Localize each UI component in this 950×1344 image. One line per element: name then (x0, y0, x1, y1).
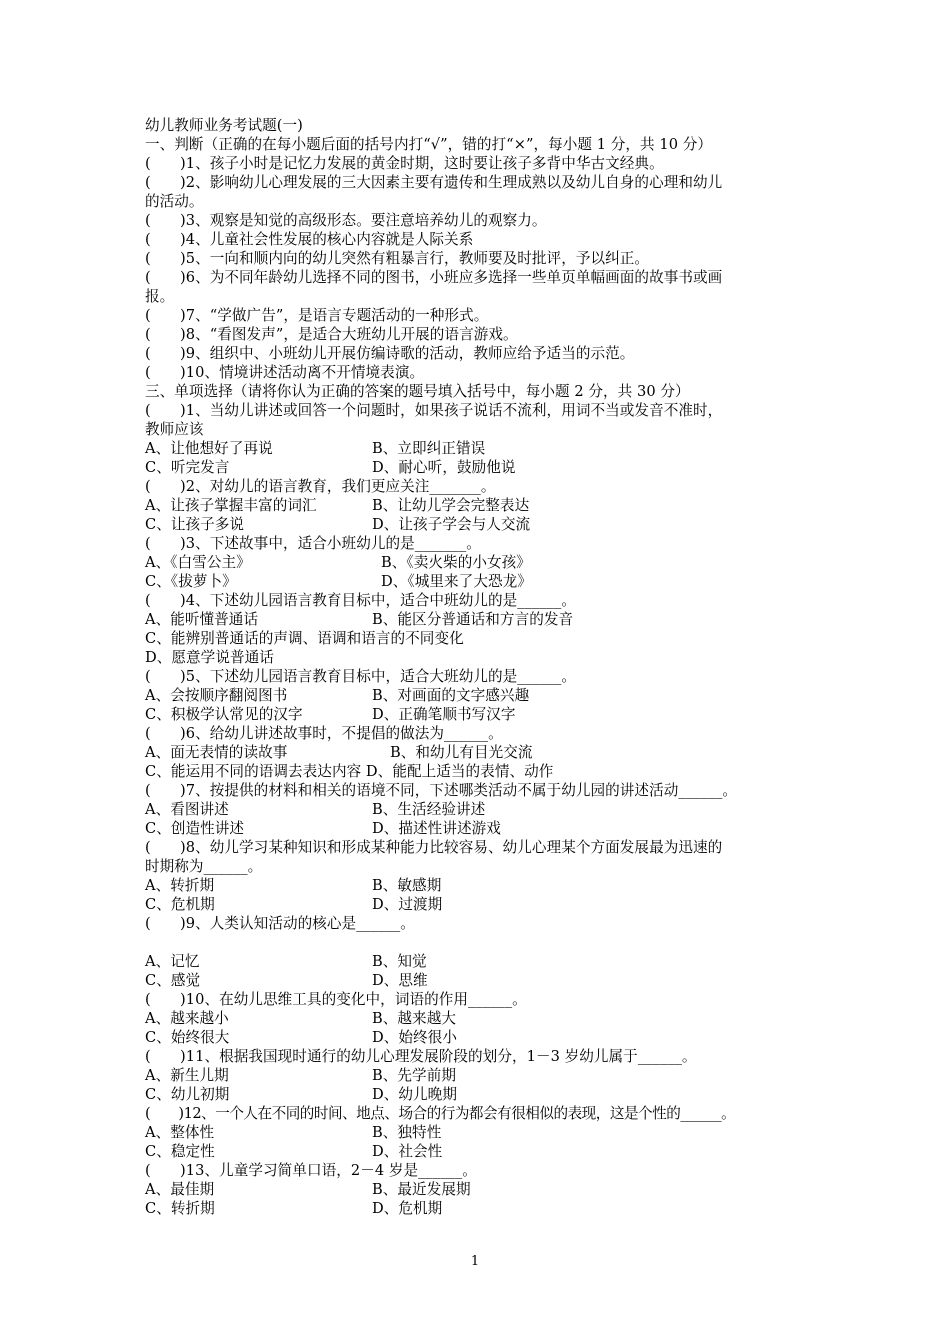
option-a: A、面无表情的读故事 (145, 744, 288, 761)
option-b: B、越来越大 (372, 1010, 456, 1027)
option-c: C、《拔萝卜》 (145, 573, 237, 590)
option-a: A、《白雪公主》 (145, 554, 251, 571)
option-b: B、《卖火柴的小女孩》 (381, 554, 531, 571)
option-d: D、描述性讲述游戏 (372, 820, 501, 837)
option-a: A、越来越小 (145, 1010, 229, 1027)
choice-q8-stem-line1: ( )8、幼儿学习某种知识和形成某种能力比较容易、幼儿心理某个方面发展最为迅速的 (145, 839, 723, 856)
choice-q11-stem: ( )11、根据我国现时通行的幼儿心理发展阶段的划分，1－3 岁幼儿属于______。 (145, 1048, 697, 1065)
choice-q9-options-ab (145, 952, 427, 971)
option-b: B、敏感期 (372, 877, 442, 894)
option-b: B、能区分普通话和方言的发音 (372, 611, 574, 628)
choice-q1-stem-line2: 教师应该 (145, 421, 204, 438)
choice-q8-options-ab (145, 876, 442, 895)
option-b: B、和幼儿有目光交流 (390, 744, 533, 761)
choice-q6-options-ab (145, 743, 533, 762)
option-d: D、社会性 (372, 1143, 443, 1160)
choice-q6-options-cd: C、能运用不同的语调去表达内容 D、能配上适当的表情、动作 (145, 763, 554, 780)
option-a: A、能听懂普通话 (145, 611, 259, 628)
judge-q5: ( )5、一向和顺内向的幼儿突然有粗暴言行，教师要及时批评，予以纠正。 (145, 250, 650, 267)
option-c: C、创造性讲述 (145, 820, 245, 837)
choice-q6-stem: ( )6、给幼儿讲述故事时，不提倡的做法为______。 (145, 725, 503, 742)
choice-q10-options-ab (145, 1009, 456, 1028)
option-b: B、生活经验讲述 (372, 801, 486, 818)
choice-q7-options-cd (145, 819, 501, 838)
page-number: 1 (470, 1254, 480, 1269)
option-b: B、先学前期 (372, 1067, 456, 1084)
choice-q2-options-ab (145, 496, 530, 515)
choice-q12-stem: ( )12、一个人在不同的时间、地点、场合的行为都会有很相似的表现，这是个性的______。 (145, 1105, 736, 1122)
option-a: A、最佳期 (145, 1181, 215, 1198)
choice-q4-options-ab (145, 610, 574, 629)
choice-q13-options-ab (145, 1180, 471, 1199)
choice-q2-stem: ( )2、对幼儿的语言教育，我们更应关注_______。 (145, 478, 496, 495)
option-c: C、积极学认常见的汉字 (145, 706, 303, 723)
option-c: C、让孩子多说 (145, 516, 245, 533)
option-d: D、《城里来了大恐龙》 (381, 573, 532, 590)
option-b: B、独特性 (372, 1124, 442, 1141)
option-b: B、知觉 (372, 953, 427, 970)
option-a: A、会按顺序翻阅图书 (145, 687, 288, 704)
choice-q5-options-cd (145, 705, 516, 724)
choice-q5-options-ab (145, 686, 530, 705)
option-d: D、过渡期 (372, 896, 443, 913)
choice-q12-options-cd (145, 1142, 443, 1161)
choice-q10-stem: ( )10、在幼儿思维工具的变化中，词语的作用______。 (145, 991, 527, 1008)
option-a: A、看图讲述 (145, 801, 229, 818)
section-judge-header: 一、判断（正确的在每小题后面的括号内打“√”，错的打“×”，每小题 1 分，共 10 分） (145, 136, 713, 153)
option-b: B、让幼儿学会完整表达 (372, 497, 530, 514)
option-a: A、整体性 (145, 1124, 215, 1141)
choice-q7-stem: ( )7、按提供的材料和相关的语境不同，下述哪类活动不属于幼儿园的讲述活动______。 (145, 782, 738, 799)
choice-q8-stem-line2: 时期称为______。 (145, 858, 263, 875)
choice-q12-options-ab (145, 1123, 442, 1142)
option-d: D、正确笔顺书写汉字 (372, 706, 516, 723)
choice-q3-options-cd (145, 572, 532, 591)
judge-q1: ( )1、孩子小时是记忆力发展的黄金时期，这时要让孩子多背中华古文经典。 (145, 155, 664, 172)
choice-q13-stem: ( )13、儿童学习简单口语，2－4 岁是______。 (145, 1162, 477, 1179)
judge-q9: ( )9、组织中、小班幼儿开展仿编诗歌的活动，教师应给予适当的示范。 (145, 345, 635, 362)
option-a: A、让孩子掌握丰富的词汇 (145, 497, 317, 514)
judge-q6-line1: ( )6、为不同年龄幼儿选择不同的图书，小班应多选择一些单页单幅画面的故事书或画 (145, 269, 723, 286)
choice-q11-options-ab (145, 1066, 456, 1085)
option-d: D、危机期 (372, 1200, 443, 1217)
option-d: D、始终很小 (372, 1029, 457, 1046)
judge-q3: ( )3、观察是知觉的高级形态。要注意培养幼儿的观察力。 (145, 212, 547, 229)
option-d: D、耐心听，鼓励他说 (372, 459, 516, 476)
choice-q1-options-ab (145, 439, 486, 458)
option-a: A、记忆 (145, 953, 200, 970)
choice-q7-options-ab (145, 800, 486, 819)
choice-q9-stem: ( )9、人类认知活动的核心是______。 (145, 915, 415, 932)
choice-q11-options-cd (145, 1085, 457, 1104)
option-a: A、新生儿期 (145, 1067, 229, 1084)
option-b: B、对画面的文字感兴趣 (372, 687, 530, 704)
option-a: A、转折期 (145, 877, 215, 894)
option-c: C、稳定性 (145, 1143, 215, 1160)
choice-q1-stem-line1: ( )1、当幼儿讲述或回答一个问题时，如果孩子说话不流利，用词不当或发音不准时， (145, 402, 723, 419)
option-c: C、听完发言 (145, 459, 230, 476)
choice-q3-stem: ( )3、下述故事中，适合小班幼儿的是_______。 (145, 535, 481, 552)
judge-q2-line2: 的活动。 (145, 193, 204, 210)
judge-q7: ( )7、“学做广告”，是语言专题活动的一种形式。 (145, 307, 489, 324)
choice-q1-options-cd (145, 458, 516, 477)
option-d: D、思维 (372, 972, 428, 989)
choice-q4-stem: ( )4、下述幼儿园语言教育目标中，适合中班幼儿的是______。 (145, 592, 576, 609)
option-d: D、让孩子学会与人交流 (372, 516, 531, 533)
option-c: C、始终很大 (145, 1029, 230, 1046)
option-d: D、幼儿晚期 (372, 1086, 457, 1103)
choice-q8-options-cd (145, 895, 443, 914)
choice-q3-options-ab (145, 553, 531, 572)
judge-q4: ( )4、儿童社会性发展的核心内容就是人际关系 (145, 231, 474, 248)
option-a: A、让他想好了再说 (145, 440, 273, 457)
choice-q10-options-cd (145, 1028, 457, 1047)
option-c: C、感觉 (145, 972, 201, 989)
choice-q5-stem: ( )5、下述幼儿园语言教育目标中，适合大班幼儿的是______。 (145, 668, 576, 685)
choice-q4-option-c: C、能辨别普通话的声调、语调和语言的不同变化 (145, 630, 464, 647)
option-b: B、立即纠正错误 (372, 440, 486, 457)
option-c: C、转折期 (145, 1200, 215, 1217)
section-choice-header: 三、单项选择（请将你认为正确的答案的题号填入括号中，每小题 2 分，共 30 分） (145, 383, 690, 400)
judge-q2-line1: ( )2、影响幼儿心理发展的三大因素主要有遗传和生理成熟以及幼儿自身的心理和幼儿 (145, 174, 723, 191)
choice-q2-options-cd (145, 515, 531, 534)
choice-q4-option-d: D、愿意学说普通话 (145, 649, 274, 666)
option-c: C、危机期 (145, 896, 215, 913)
choice-q13-options-cd (145, 1199, 443, 1218)
judge-q10: ( )10、情境讲述活动离不开情境表演。 (145, 364, 425, 381)
judge-q6-line2: 报。 (145, 288, 175, 305)
doc-title: 幼儿教师业务考试题(一) (145, 117, 303, 134)
choice-q9-options-cd (145, 971, 428, 990)
option-b: B、最近发展期 (372, 1181, 471, 1198)
judge-q8: ( )8、“看图发声”，是适合大班幼儿开展的语言游戏。 (145, 326, 518, 343)
option-c: C、幼儿初期 (145, 1086, 230, 1103)
